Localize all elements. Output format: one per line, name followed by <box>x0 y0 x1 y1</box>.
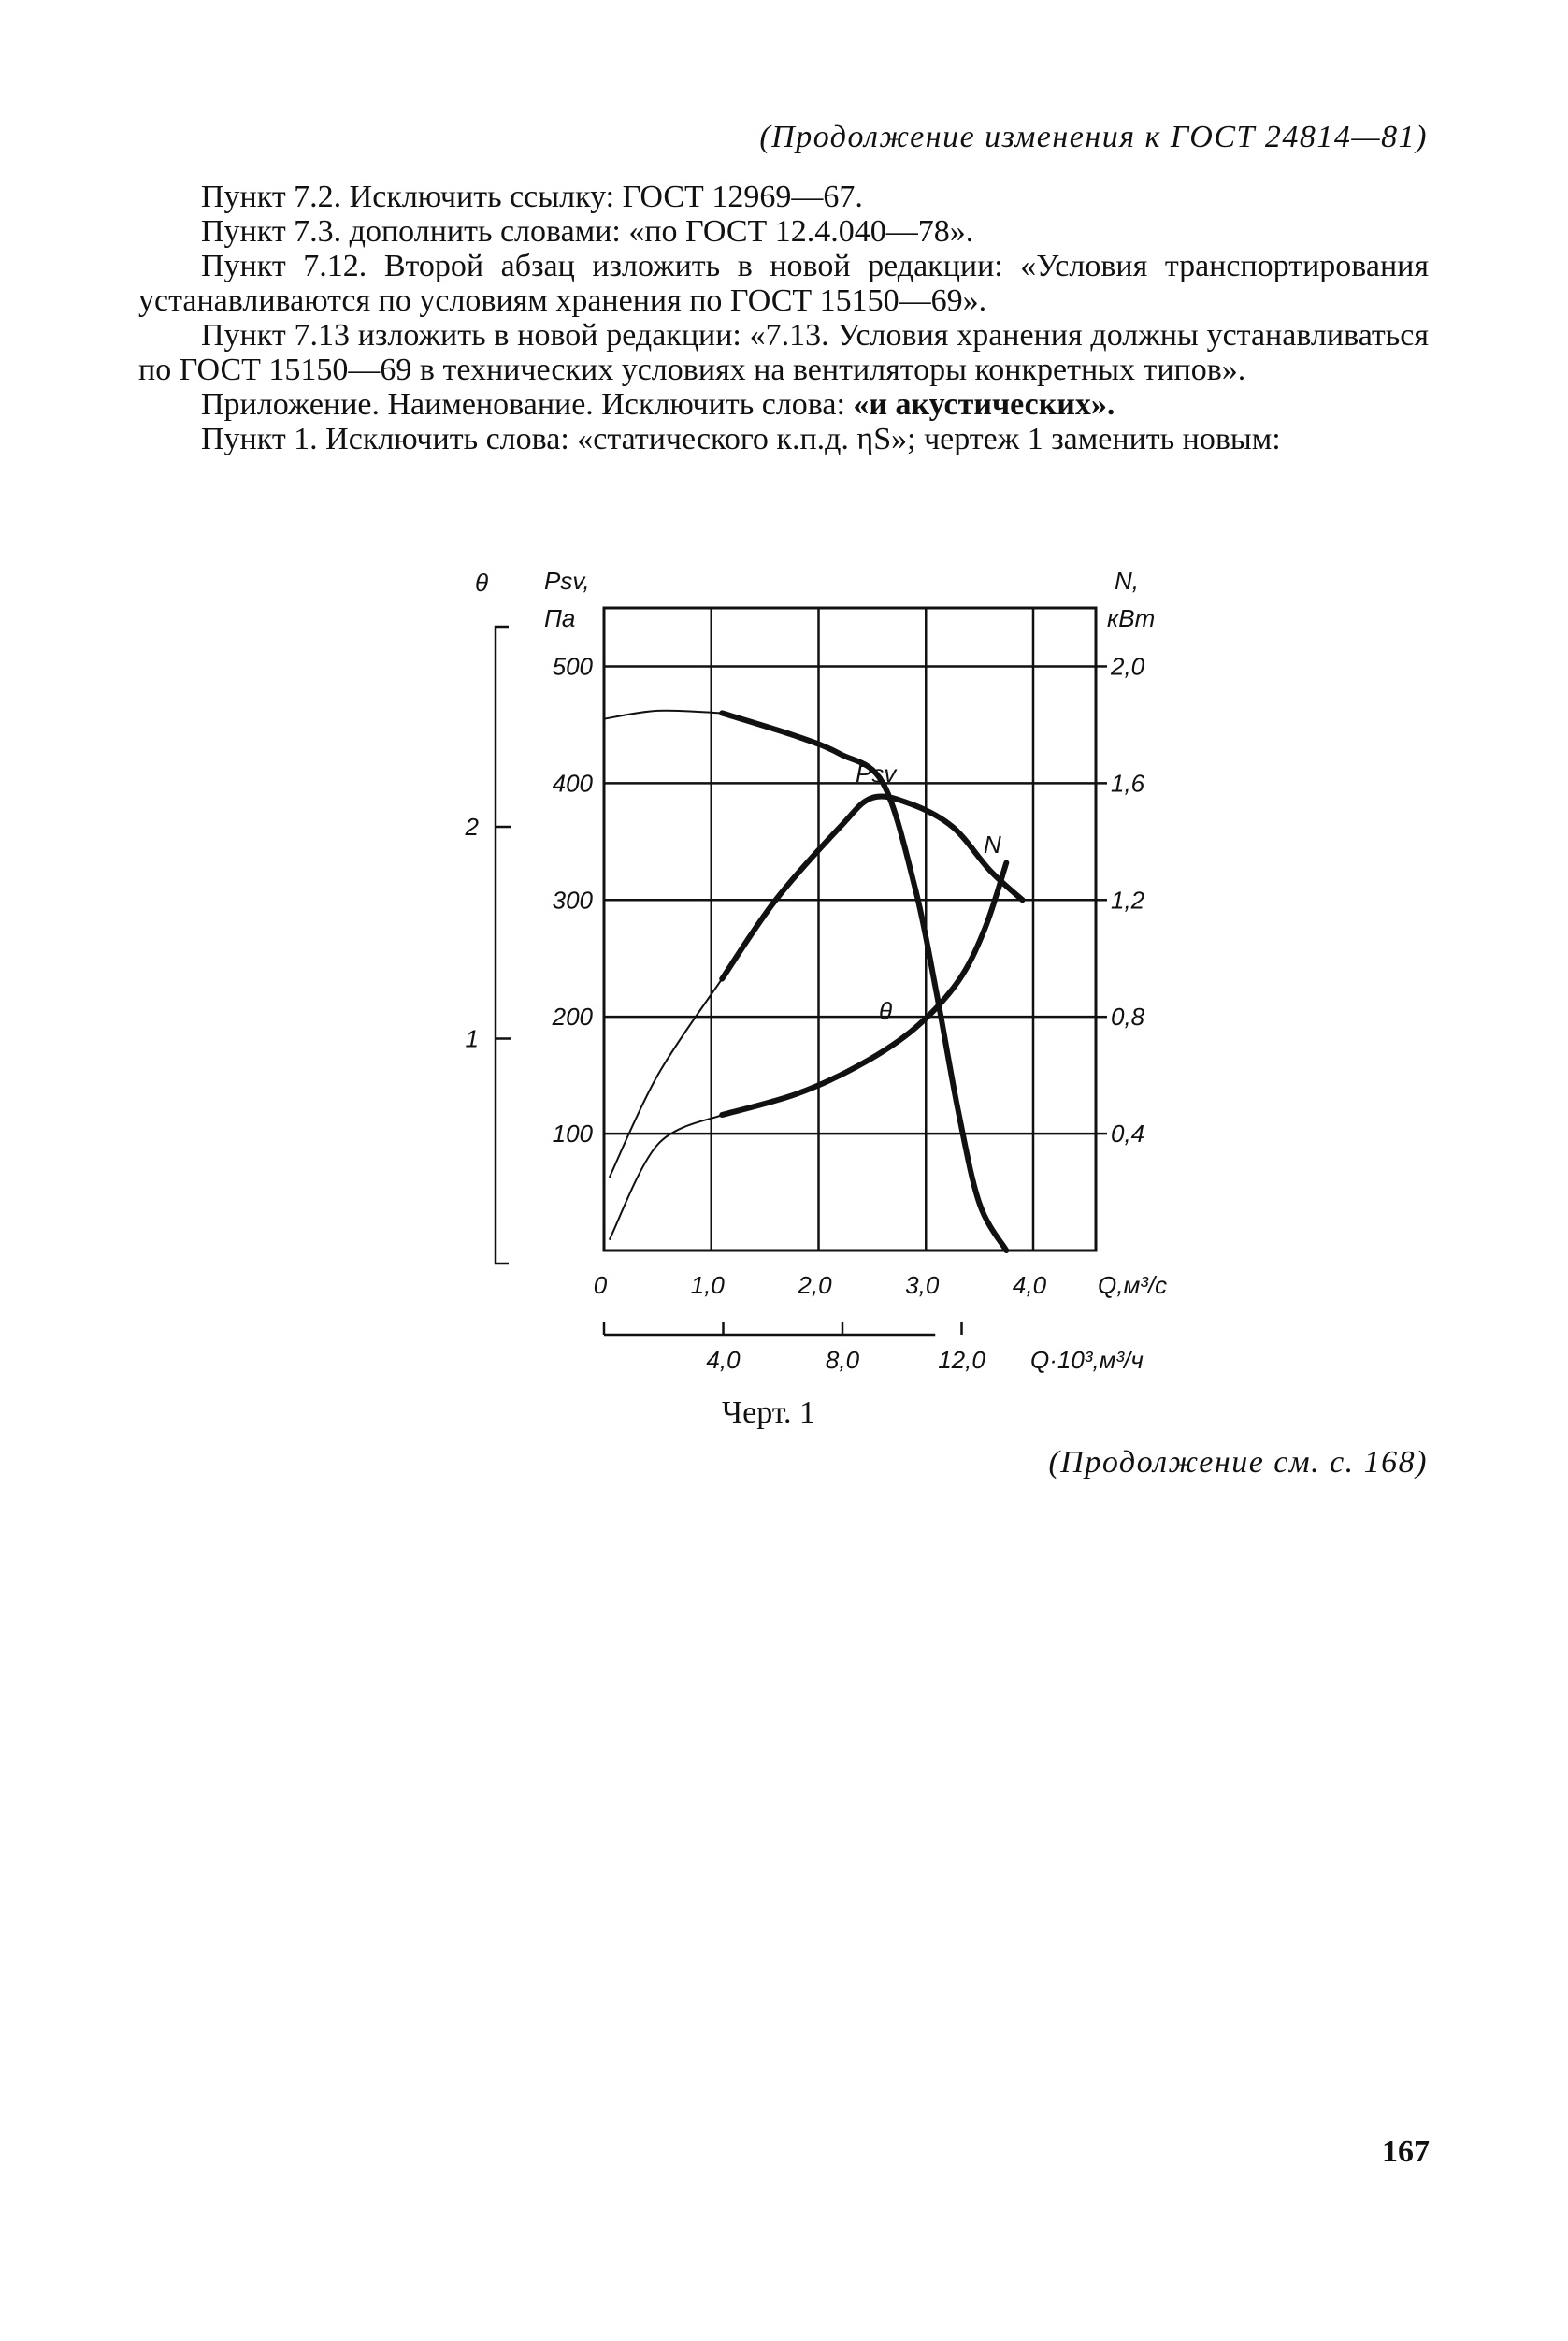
series-label: N <box>984 831 1001 859</box>
y-right-tick-label: 1,6 <box>1111 769 1145 798</box>
series-label: Psv <box>856 759 897 788</box>
theta-axis-label: θ <box>475 569 489 597</box>
paragraph: Пункт 7.13 изложить в новой редакции: «7.13. Условия хранения должны устанавливаться по ГОСТ 15150—69 в технических условиях на вентиляторы конкретных типов». <box>138 318 1429 387</box>
page-number: 167 <box>1382 2134 1430 2169</box>
bold-quote: «и акустических». <box>853 387 1115 422</box>
paragraph: Приложение. Наименование. Исключить слова: «и акустических». <box>201 387 1115 422</box>
x-tick-label: 3,0 <box>905 1271 940 1299</box>
x-tick-label: 0 <box>593 1271 608 1299</box>
continuation-note: (Продолжение см. с. 168) <box>1048 1445 1428 1480</box>
y-left-tick-label: 400 <box>552 769 593 798</box>
grid <box>604 608 1096 1250</box>
y-right-axis-unit: кВт <box>1107 604 1156 632</box>
y-left-tick-label: 300 <box>552 886 593 915</box>
series-line-Psv <box>722 713 1006 1250</box>
y-right-tick-label: 0,4 <box>1111 1120 1145 1149</box>
theta-axis <box>496 627 509 1264</box>
series-label: θ <box>879 997 893 1025</box>
x-tick-label: 4,0 <box>1012 1271 1047 1299</box>
theta-tick-label: 1 <box>465 1024 479 1053</box>
y-right-tick-label: 0,8 <box>1111 1003 1145 1032</box>
x-tick-label: 2,0 <box>798 1271 832 1299</box>
plot-frame <box>604 608 1096 1250</box>
y-right-tick-label: 2,0 <box>1111 652 1145 681</box>
x2-axis-label: Q·10³,м³/ч <box>1030 1346 1144 1374</box>
y-right-axis-label: N, <box>1115 567 1139 595</box>
series-line-N-thin <box>610 979 722 1178</box>
y-left-axis-unit: Па <box>544 604 576 632</box>
y-left-tick-label: 500 <box>552 652 593 681</box>
page-header: (Продолжение изменения к ГОСТ 24814—81) <box>759 120 1428 154</box>
x-axis-label: Q,м³/с <box>1098 1271 1168 1299</box>
axes <box>496 608 1107 1335</box>
x2-tick-label: 8,0 <box>825 1346 860 1374</box>
paragraph: Пункт 7.2. Исключить ссылку: ГОСТ 12969—67. <box>201 180 863 214</box>
figure-caption: Черт. 1 <box>722 1395 816 1430</box>
paragraph: Пункт 7.12. Второй абзац изложить в новой редакции: «Условия транспортирования устанавливаются по условиям хранения по ГОСТ 15150—69». <box>138 249 1429 318</box>
x-tick-label: 1,0 <box>690 1271 725 1299</box>
paragraph: Пункт 1. Исключить слова: «статического к.п.д. ηS»; чертеж 1 заменить новым: <box>201 422 1281 456</box>
labels <box>465 567 1168 1374</box>
y-left-tick-label: 200 <box>552 1003 593 1032</box>
x2-tick-label: 12,0 <box>938 1346 985 1374</box>
y-right-tick-label: 1,2 <box>1111 886 1145 915</box>
paragraph: Пункт 7.3. дополнить словами: «по ГОСТ 12.4.040—78». <box>201 214 974 249</box>
series <box>604 711 1023 1250</box>
x2-tick-label: 4,0 <box>706 1346 741 1374</box>
theta-tick-label: 2 <box>465 813 479 841</box>
y-left-axis-label: Psv, <box>544 567 590 595</box>
series-line-Psv-thin <box>604 711 722 719</box>
y-left-tick-label: 100 <box>552 1120 593 1149</box>
